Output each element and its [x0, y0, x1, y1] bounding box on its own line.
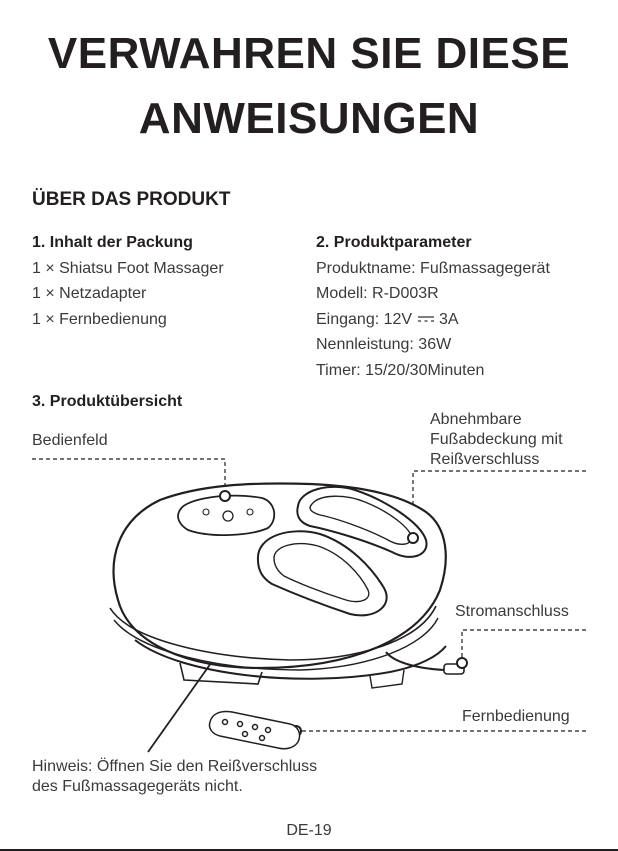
massager-body — [110, 483, 464, 688]
package-item: 1 × Shiatsu Foot Massager — [32, 259, 224, 277]
param-input-suffix: 3A — [434, 310, 459, 328]
parameters-heading: 2. Produktparameter — [316, 234, 472, 251]
callout-control-panel — [32, 459, 225, 492]
callout-power — [462, 630, 586, 660]
package-item: 1 × Netzadapter — [32, 285, 147, 302]
note-line-1: Hinweis: Öffnen Sie den Reißverschluss — [32, 758, 318, 775]
package-item: 1 × Fernbedienung — [32, 310, 167, 328]
overview-heading: 3. Produktübersicht — [32, 393, 183, 410]
dot-cover — [408, 533, 418, 543]
param-input-prefix: Eingang: 12V — [316, 310, 413, 328]
label-cover-line-2: Fußabdeckung mit — [430, 431, 563, 448]
note-line-2: des Fußmassagegeräts nicht. — [32, 778, 243, 795]
dot-power — [457, 658, 467, 668]
note — [32, 757, 317, 797]
title-line-2: ANWEISUNGEN — [138, 94, 480, 143]
param-model: Modell: R-D003R — [316, 285, 439, 302]
label-cover-line-1: Abnehmbare — [430, 411, 522, 428]
dot-control-panel — [220, 491, 230, 501]
param-timer: Timer: 15/20/30Minuten — [316, 361, 485, 379]
param-product-name: Produktname: Fußmassagegerät — [316, 259, 550, 277]
section-title: ÜBER DAS PRODUKT — [32, 189, 231, 210]
param-power: Nennleistung: 36W — [316, 336, 452, 353]
label-power-port: Stromanschluss — [455, 603, 569, 620]
page-number: DE-19 — [286, 822, 332, 839]
remote-control — [209, 711, 299, 748]
title-line-1: VERWAHREN SIE DIESE — [47, 29, 571, 78]
label-remote: Fernbedienung — [462, 708, 570, 725]
label-cover-line-3: Reißverschluss — [430, 451, 540, 468]
label-control-panel: Bedienfeld — [32, 432, 108, 449]
package-heading: 1. Inhalt der Packung — [32, 234, 193, 251]
